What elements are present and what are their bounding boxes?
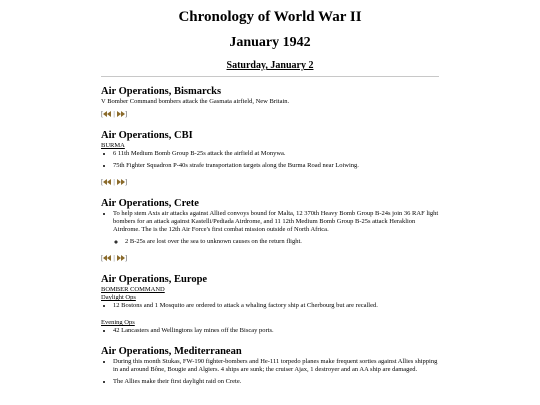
- nav-bracket: [: [101, 110, 104, 118]
- main-content: [101, 86, 441, 397]
- next-arrow-icon[interactable]: [117, 254, 128, 262]
- section-title: Air Operations, Crete: [101, 198, 199, 209]
- section-mediterranean: [101, 346, 441, 386]
- bullet-list: [101, 210, 441, 234]
- list-item: • 75th Fighter Squadron P-40s strafe transportation targets along the Burma Road near Loiwing.: [113, 162, 441, 170]
- prev-arrow-icon[interactable]: [103, 179, 111, 185]
- section-crete: [101, 198, 441, 263]
- list-item: • The Allies make their first daylight raid on Crete.: [113, 378, 441, 386]
- prev-arrow-icon[interactable]: [103, 111, 111, 117]
- nav-separator: |: [113, 110, 115, 118]
- next-arrow-icon[interactable]: [117, 110, 128, 118]
- header-divider: [101, 76, 439, 77]
- section-title: Air Operations, Bismarcks: [101, 86, 222, 97]
- nav-bracket: ]: [124, 178, 128, 186]
- section-title: Air Operations, Europe: [101, 274, 208, 285]
- bullet-list: [101, 150, 441, 170]
- section-bismarcks: [101, 86, 441, 119]
- list-item: ◦ 2 B-25s are lost over the sea to unknown causes on the return flight.: [125, 238, 441, 246]
- list-item: • 12 Bostons and 1 Mosquito are ordered to attack a whaling factory ship at Cherbourg but are recalled.: [113, 302, 441, 310]
- nav-links: [101, 178, 127, 186]
- nav-bracket: ]: [124, 254, 128, 262]
- subheading-bomber-command: BOMBER COMMAND: [101, 286, 165, 293]
- page-title: Chronology of World War II: [178, 9, 362, 25]
- list-item: • 6 11th Medium Bomb Group B-25s attack the airfield at Monywa.: [113, 150, 441, 158]
- page-month: January 1942: [229, 35, 311, 50]
- nav-links: [101, 110, 127, 118]
- next-arrow-icon[interactable]: [117, 178, 128, 186]
- nav-separator: |: [113, 178, 115, 186]
- bullet-list: [101, 358, 441, 386]
- nav-links: [101, 254, 127, 262]
- section-title: Air Operations, CBI: [101, 130, 193, 141]
- bullet-list: [101, 302, 441, 310]
- prev-arrow-icon[interactable]: [103, 255, 111, 261]
- subheading-burma: BURMA: [101, 142, 125, 149]
- nav-separator: |: [113, 254, 115, 262]
- nav-bracket: [: [101, 178, 104, 186]
- page-date: Saturday, January 2: [226, 60, 314, 71]
- section-text: V Bomber Command bombers attack the Gasmata airfield, New Britain.: [101, 98, 290, 105]
- subheading-daylight-ops: Daylight Ops: [101, 294, 136, 301]
- section-title: Air Operations, Mediterranean: [101, 346, 242, 357]
- list-item: • 42 Lancasters and Wellingtons lay mines off the Biscay ports.: [113, 327, 441, 335]
- subheading-evening-ops: Evening Ops: [101, 319, 135, 326]
- list-item: • To help stem Axis air attacks against Allied convoys bound for Malta, 12 370th Heavy Bomb Group B-24s join 36 RAF light bombers for an attack against Kastelli/Pediada Airdrome, and 11 12th Medium Bomb Group B-25s attack Heraklion Airdrome. The is the 12th Air Force's first combat mission outside of North Africa.: [113, 210, 441, 234]
- nav-bracket: [: [101, 254, 104, 262]
- list-item: • During this month Stukas, FW-190 fighter-bombers and He-111 torpedo planes make frequent sorties against Allies shipping in and around Bône, Bougie and Algiers. 4 ships are sunk; the cruiser Ajax, 1 destroyer and an AA ship are damaged.: [113, 358, 441, 374]
- bullet-list: [101, 327, 441, 335]
- section-cbi: [101, 130, 441, 187]
- nav-bracket: ]: [124, 110, 128, 118]
- sub-bullet-list: [101, 238, 441, 246]
- section-europe: [101, 274, 441, 335]
